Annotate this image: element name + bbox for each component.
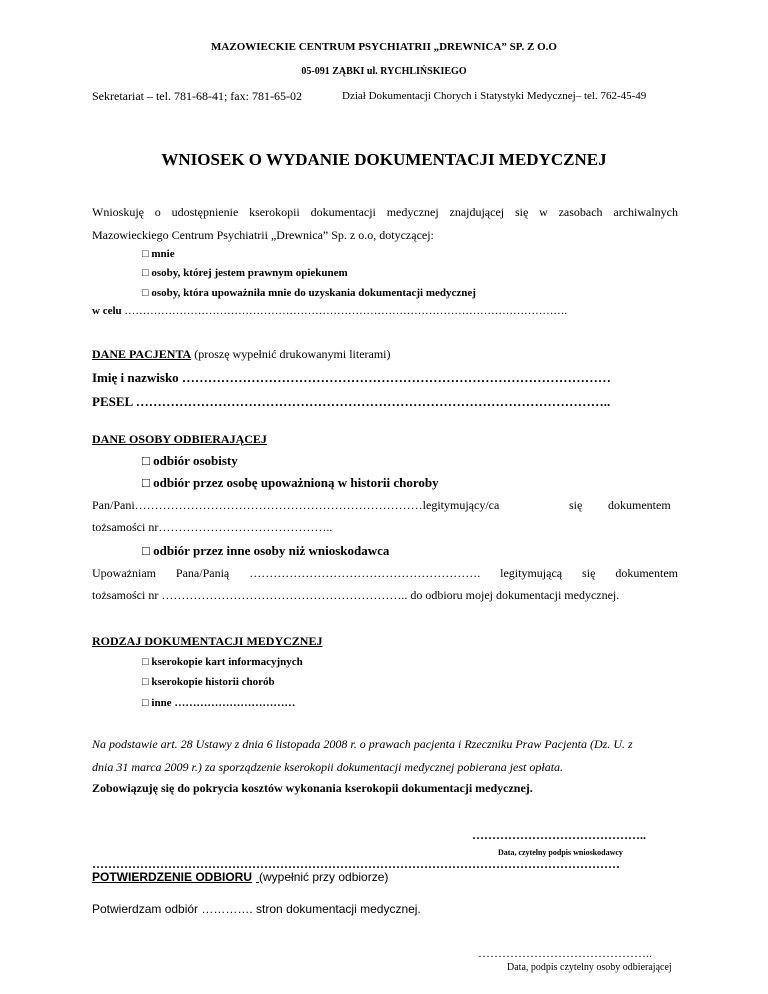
applicant-signature-caption: Data, czytelny podpis wnioskodawcy — [498, 848, 623, 857]
separator-dots: …………………………………………………………………………………………………………………… — [92, 857, 620, 871]
patient-heading: DANE PACJENTA — [92, 347, 192, 361]
request-option-me[interactable]: □ mnie — [142, 248, 175, 260]
legal-line1: Na podstawie art. 28 Ustawy z dnia 6 listopada 2008 r. o prawach pacjenta i Rzeczniku Praw Pacjenta (Dz. U. z — [92, 737, 633, 751]
receipt-signature-caption: Data, podpis czytelny osoby odbierającej — [507, 962, 672, 973]
pesel-line — [92, 394, 610, 410]
receipt-heading-note: (wypełnić przy odbiorze) — [259, 870, 389, 884]
pan-line-b: się — [569, 498, 583, 512]
recipient-heading: DANE OSOBY ODBIERAJĄCEJ — [92, 432, 267, 446]
pan-line-c: dokumentem — [608, 498, 671, 512]
header-line2: 05-091 ZĄBKI ul. RYCHLIŃSKIEGO — [301, 66, 467, 77]
receipt-signature-field[interactable]: …………………………………….. — [478, 946, 652, 960]
name-field[interactable]: ……………………………………………………………………………………… — [181, 370, 611, 385]
patient-heading-line — [92, 347, 391, 362]
documentation-heading: RODZAJ DOKUMENTACJI MEDYCZNEJ — [92, 634, 323, 648]
patient-heading-note: (proszę wypełnić drukowanymi literami) — [191, 347, 391, 361]
header-line1: MAZOWIECKIE CENTRUM PSYCHIATRII „DREWNICA” SP. Z O.O — [211, 41, 557, 53]
recipient-option-authorized[interactable]: □ odbiór przez osobę upoważnioną w historii choroby — [142, 475, 439, 490]
doc-option-history[interactable]: □ kserokopie historii chorób — [142, 676, 275, 688]
intro-line1 — [92, 205, 678, 220]
request-option-authorized[interactable]: □ osoby, która upoważniła mnie do uzyskania dokumentacji medycznej — [142, 287, 476, 299]
name-label: Imię i nazwisko — [92, 370, 179, 385]
receipt-heading: POTWIERDZENIE ODBIORU — [92, 870, 253, 884]
purpose-line — [92, 305, 567, 317]
request-option-guardian[interactable]: □ osoby, której jestem prawnym opiekunem — [142, 267, 348, 279]
recipient-option-personal[interactable]: □ odbiór osobisty — [142, 453, 238, 468]
pan-line2[interactable]: tożsamości nr…………………………………….. — [92, 520, 333, 534]
receipt-confirm[interactable]: Potwierdzam odbiór …………. stron dokumentacji medycznej. — [92, 902, 421, 916]
recipient-option-other[interactable]: □ odbiór przez inne osoby niż wnioskodawca — [142, 543, 390, 558]
header-department: Dział Dokumentacji Chorych i Statystyki Medycznej– tel. 762-45-49 — [342, 90, 647, 102]
intro-line2: Mazowieckiego Centrum Psychiatrii „Drewnica” Sp. z o.o, dotyczącej: — [92, 228, 434, 242]
header-secretariat: Sekretariat – tel. 781-68-41; fax: 781-65-02 — [92, 89, 302, 103]
doc-option-other[interactable]: □ inne …………………………… — [142, 697, 296, 709]
page-title: WNIOSEK O WYDANIE DOKUMENTACJI MEDYCZNEJ — [161, 150, 607, 169]
intro-line1-text: Wnioskuję o udostępnienie kserokopii dokumentacji medycznej znajdującej się w zasobach archiwalnych — [92, 205, 678, 219]
purpose-field[interactable]: …………………………………………………………………………………………………………. — [124, 305, 568, 317]
legal-line2: dnia 31 marca 2009 r.) za sporządzenie kserokopii dokumentacji medycznej pobierana jest opłata. — [92, 760, 564, 774]
auth-line2[interactable]: tożsamości nr …………………………………………………….. do odbioru mojej dokumentacji medycznej. — [92, 588, 620, 602]
name-line — [92, 370, 611, 386]
receipt-heading-line — [92, 870, 388, 885]
applicant-signature-field[interactable]: …………………………………….. — [472, 828, 646, 842]
auth-line1-wrap — [92, 566, 678, 581]
legal-commitment: Zobowiązuję się do pokrycia kosztów wykonania kserokopii dokumentacji medycznej. — [92, 781, 533, 795]
purpose-label: w celu — [92, 305, 122, 317]
pesel-label: PESEL — [92, 394, 133, 409]
pesel-field[interactable]: ……………………………………………………………………………………………….. — [135, 394, 611, 409]
pan-line-a[interactable]: Pan/Pani………………………………………………………………legitymujący/ca — [92, 498, 500, 512]
auth-line1[interactable]: Upoważniam Pana/Panią …………………………………………………. legitymującą się dokumentem — [92, 566, 678, 580]
doc-option-cards[interactable]: □ kserokopie kart informacyjnych — [142, 656, 303, 668]
